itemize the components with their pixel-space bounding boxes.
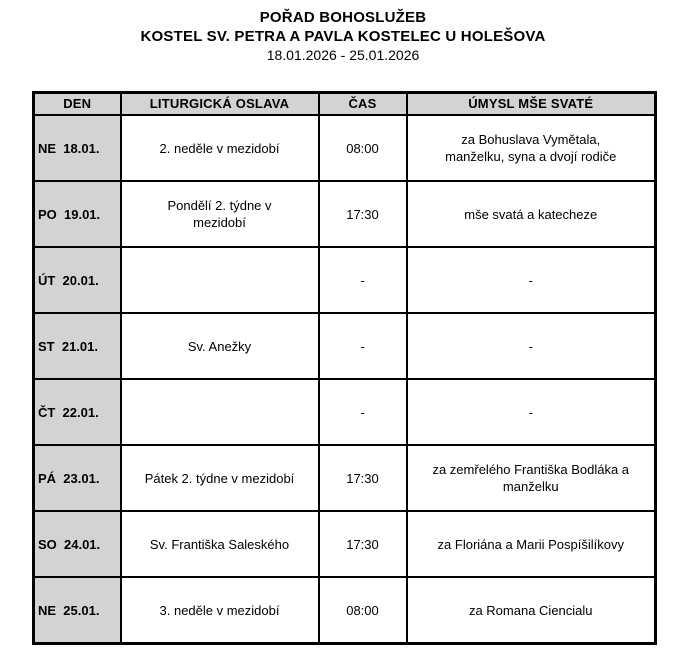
time-cell: 08:00 <box>319 577 407 644</box>
table-row <box>34 379 656 445</box>
intention-cell: mše svatá a katecheze <box>407 181 656 247</box>
time-cell: - <box>319 247 407 313</box>
column-header-den: DEN <box>34 93 121 116</box>
table-row <box>34 247 656 313</box>
table-row <box>34 445 656 511</box>
day-cell: NE 25.01. <box>34 577 121 644</box>
intention-cell: - <box>407 313 656 379</box>
column-header-umysl-mse-svate: ÚMYSL MŠE SVATÉ <box>407 93 656 116</box>
liturgy-cell <box>121 247 319 313</box>
liturgy-cell: Pátek 2. týdne v mezidobí <box>121 445 319 511</box>
time-cell: - <box>319 379 407 445</box>
day-cell: PO 19.01. <box>34 181 121 247</box>
table-row <box>34 313 656 379</box>
time-cell: 17:30 <box>319 511 407 577</box>
page-subtitle: KOSTEL SV. PETRA A PAVLA KOSTELEC U HOLEŠOVA <box>140 28 546 45</box>
time-cell: 17:30 <box>319 181 407 247</box>
schedule-table <box>32 91 657 645</box>
intention-cell: za Bohuslava Vymětala, manželku, syna a dvojí rodiče <box>407 115 656 181</box>
liturgy-cell <box>121 379 319 445</box>
day-cell: ST 21.01. <box>34 313 121 379</box>
date-range: 18.01.2026 - 25.01.2026 <box>266 47 420 63</box>
day-cell: PÁ 23.01. <box>34 445 121 511</box>
intention-cell: - <box>407 247 656 313</box>
table-row <box>34 181 656 247</box>
intention-cell: za zemřelého Františka Bodláka a manželku <box>407 445 656 511</box>
liturgy-cell: Sv. Františka Saleského <box>121 511 319 577</box>
time-cell: 08:00 <box>319 115 407 181</box>
column-header-liturgicka-oslava: LITURGICKÁ OSLAVA <box>121 93 319 116</box>
page-title: POŘAD BOHOSLUŽEB <box>259 9 427 26</box>
table-row <box>34 577 656 644</box>
liturgy-cell: Sv. Anežky <box>121 313 319 379</box>
document-header <box>0 0 686 65</box>
day-cell: ČT 22.01. <box>34 379 121 445</box>
time-cell: - <box>319 313 407 379</box>
intention-cell: za Romana Ciencialu <box>407 577 656 644</box>
time-cell: 17:30 <box>319 445 407 511</box>
day-cell: ÚT 20.01. <box>34 247 121 313</box>
table-header-row <box>34 93 656 116</box>
day-cell: SO 24.01. <box>34 511 121 577</box>
liturgy-cell: 2. neděle v mezidobí <box>121 115 319 181</box>
table-row <box>34 511 656 577</box>
table-row <box>34 115 656 181</box>
intention-cell: za Floriána a Marii Pospíšilíkovy <box>407 511 656 577</box>
day-cell: NE 18.01. <box>34 115 121 181</box>
liturgy-cell: Pondělí 2. týdne v mezidobí <box>121 181 319 247</box>
intention-cell: - <box>407 379 656 445</box>
column-header-cas: ČAS <box>319 93 407 116</box>
liturgy-cell: 3. neděle v mezidobí <box>121 577 319 644</box>
